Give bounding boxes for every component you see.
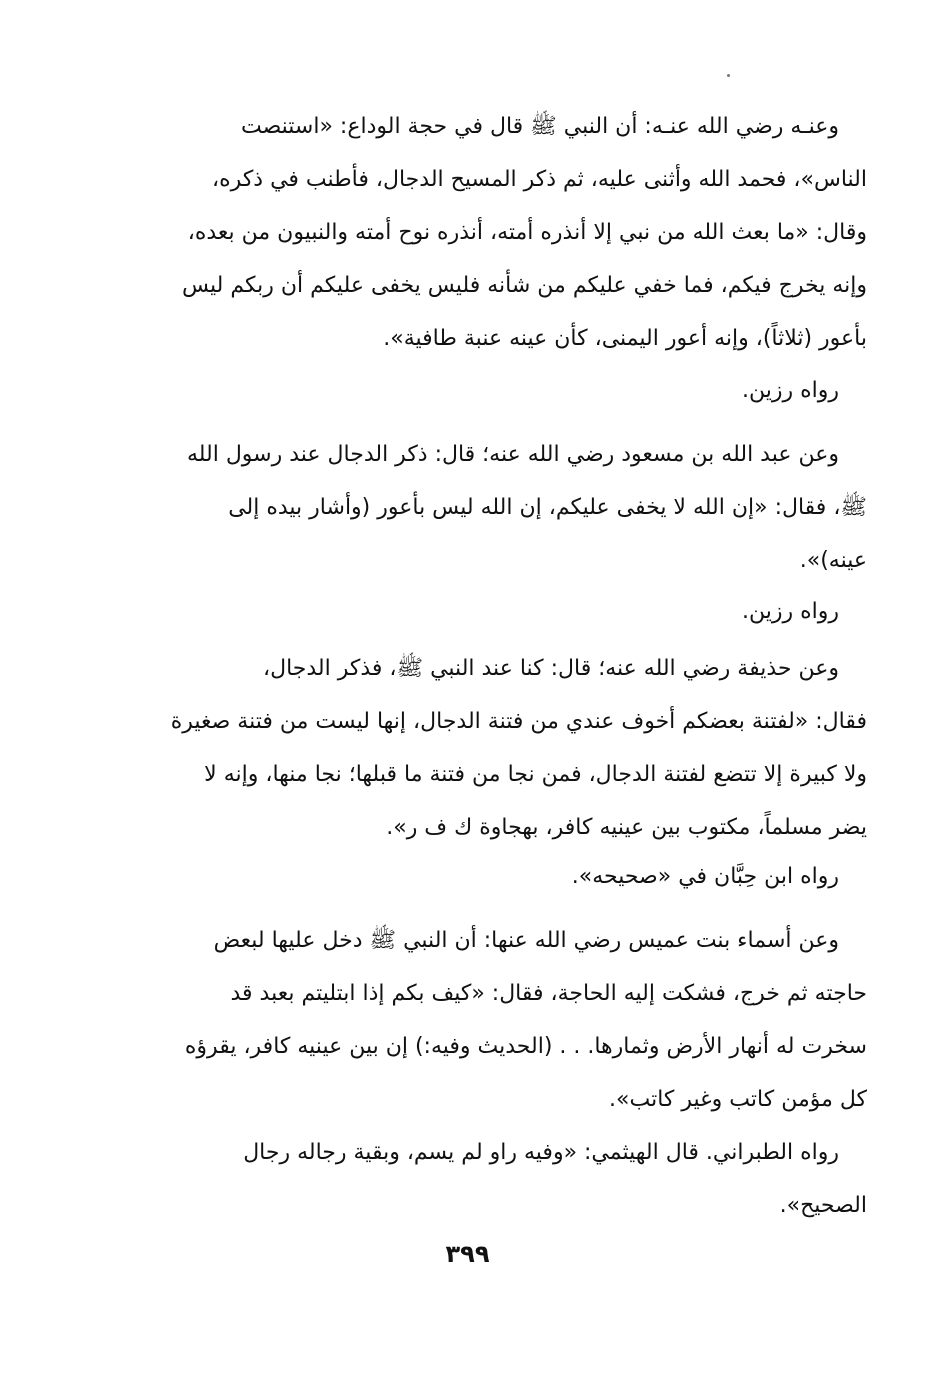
- narration-source-razin-1: [139, 364, 867, 417]
- narration-source-razin-2: [139, 585, 867, 638]
- text-line: يضر مسلماً، مكتوب بين عينيه كافر، بهجاوة ك ف ر».: [386, 815, 867, 840]
- paragraph-hadith-farewell-pilgrimage: [139, 100, 867, 365]
- text-line: الصحيح».: [779, 1193, 867, 1218]
- text-line: وعنـه رضي الله عنـه: أن النبي ﷺ قال في حجة الوداع: «استنصت: [240, 114, 839, 139]
- text-line: رواه ابن حِبَّان في «صحيحه».: [571, 864, 839, 889]
- text-line: فقال: «لفتنة بعضكم أخوف عندي من فتنة الدجال، إنها ليست من فتنة صغيرة: [170, 709, 867, 734]
- paragraph-hadith-ibn-masud: [139, 428, 867, 587]
- text-line: وعن أسماء بنت عميس رضي الله عنها: أن النبي ﷺ دخل عليها لبعض: [213, 928, 839, 953]
- narration-source-ibn-hibban: [139, 850, 867, 903]
- text-line: ولا كبيرة إلا تتضع لفتنة الدجال، فمن نجا من فتنة ما قبلها؛ نجا منها، وإنه لا: [204, 762, 867, 787]
- narration-source-tabarani: [139, 1126, 867, 1232]
- text-line: سخرت له أنهار الأرض وثمارها. . . (الحديث وفيه:) إن بين عينيه كافر، يقرؤه: [184, 1034, 867, 1059]
- page-number: ٣٩٩: [445, 1240, 490, 1268]
- text-line: رواه رزين.: [742, 378, 839, 403]
- text-line: ﷺ، فقال: «إن الله لا يخفى عليكم، إن الله ليس بأعور (وأشار بيده إلى: [228, 495, 867, 520]
- text-line: وعن عبد الله بن مسعود رضي الله عنه؛ قال: ذكر الدجال عند رسول الله: [186, 442, 839, 467]
- paragraph-hadith-asma-bint-umays: [139, 914, 867, 1126]
- text-line: وعن حذيفة رضي الله عنه؛ قال: كنا عند النبي ﷺ، فذكر الدجال،: [263, 656, 839, 681]
- text-line: بأعور (ثلاثاً)، وإنه أعور اليمنى، كأن عينه عنبة طافية».: [383, 326, 867, 351]
- text-line: رواه الطبراني. قال الهيثمي: «وفيه راو لم يسم، وبقية رجاله رجال: [243, 1140, 839, 1165]
- scan-speck: [727, 74, 730, 77]
- text-line: الناس»، فحمد الله وأثنى عليه، ثم ذكر المسيح الدجال، فأطنب في ذكره،: [212, 167, 867, 192]
- text-line: حاجته ثم خرج، فشكت إليه الحاجة، فقال: «كيف بكم إذا ابتليتم بعبد قد: [230, 981, 867, 1006]
- text-line: وقال: «ما بعث الله من نبي إلا أنذره أمته، أنذره نوح أمته والنبيون من بعده،: [187, 220, 867, 245]
- text-line: عينه)».: [799, 548, 867, 573]
- paragraph-hadith-hudhayfa: [139, 642, 867, 854]
- text-line: كل مؤمن كاتب وغير كاتب».: [609, 1087, 867, 1112]
- text-line: رواه رزين.: [742, 599, 839, 624]
- text-line: وإنه يخرج فيكم، فما خفي عليكم من شأنه فليس يخفى عليكم أن ربكم ليس: [181, 273, 867, 298]
